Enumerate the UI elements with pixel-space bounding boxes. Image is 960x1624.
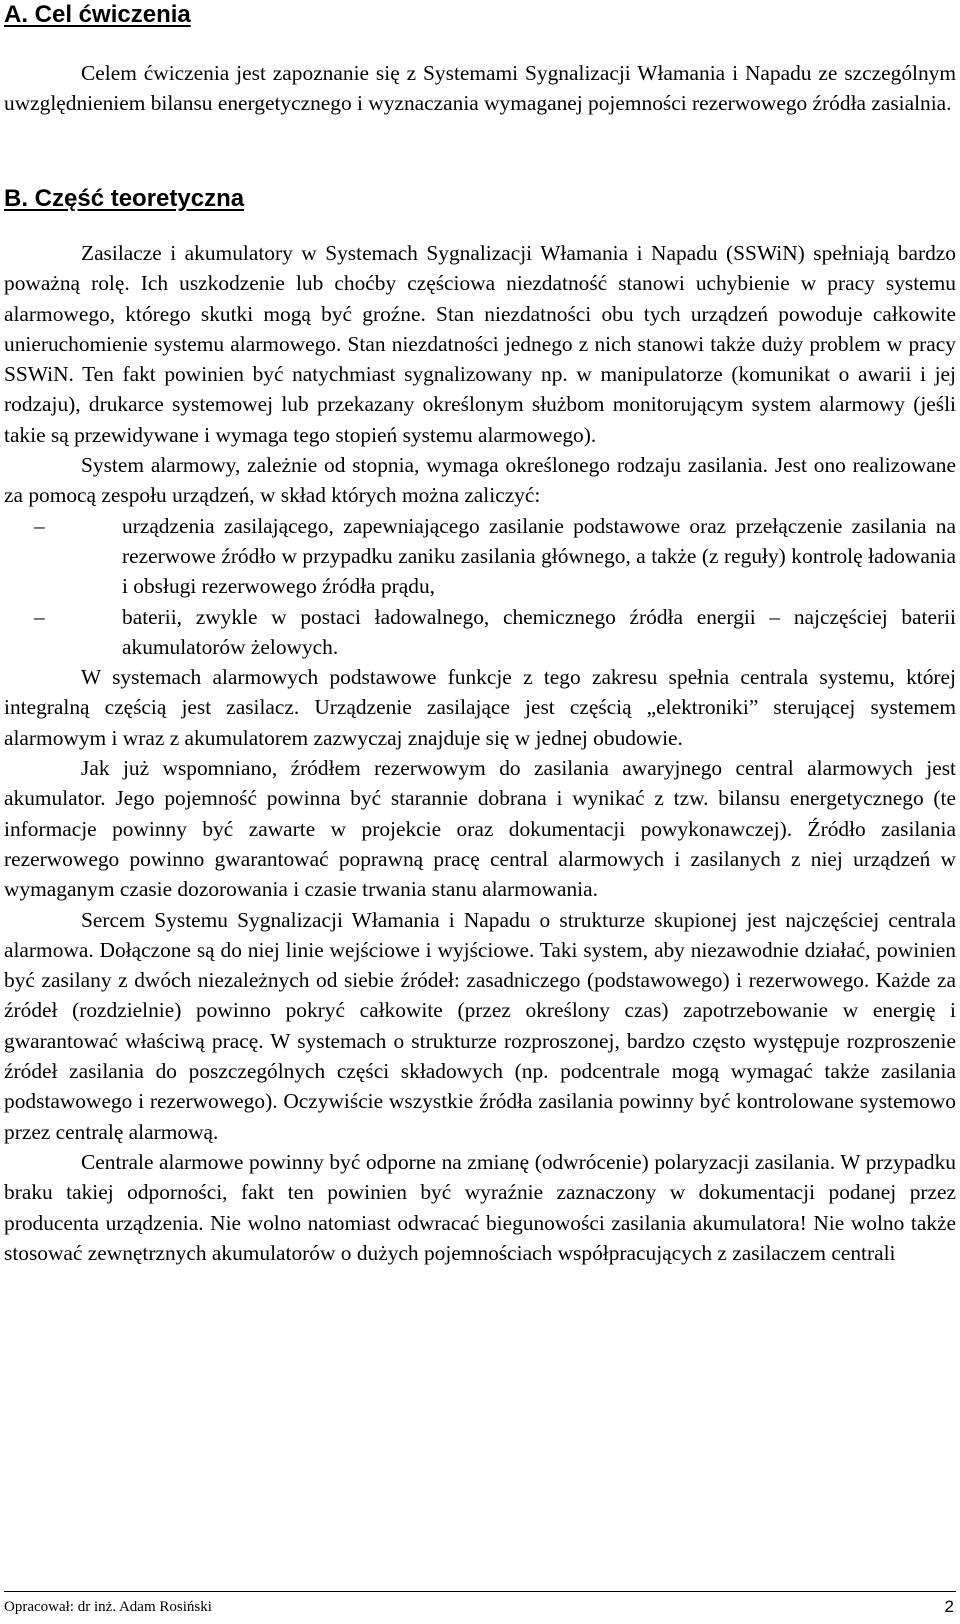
power-components-list (4, 511, 956, 662)
list-dash: – (34, 604, 45, 629)
footer-author: Opracował: dr inż. Adam Rosiński (4, 1599, 212, 1615)
list-item (4, 602, 956, 663)
section-a-paragraph: Celem ćwiczenia jest zapoznanie się z Systemami Sygnalizacji Włamania i Napadu ze szczególnym uwzględnieniem bilansu energetycznego i wyznaczania wymaganej pojemności rezerwowego źródła zasialnia. (4, 61, 956, 116)
section-b-body (4, 238, 956, 1268)
paragraph-3: W systemach alarmowych podstawowe funkcje z tego zakresu spełnia centrala systemu, której integralną częścią jest zasilacz. Urządzenie zasilające jest częścią „elektroniki” sterującej systemem alarmowym i wraz z akumulatorem zazwyczaj znajduje się w jednej obudowie. (4, 665, 956, 750)
paragraph-1: Zasilacze i akumulatory w Systemach Sygnalizacji Włamania i Napadu (SSWiN) spełniają bardzo poważną rolę. Ich uszkodzenie lub choćby częściowa niezdatność stanowi uchybienie w pracy systemu alarmowego, którego skutki mogą być groźne. Stan niezdatności obu tych urządzeń powoduje całkowite unieruchomienie systemu alarmowego. Stan niezdatności jednego z nich stanowi także duży problem w pracy SSWiN. Ten fakt powinien być natychmiast sygnalizowany np. w manipulatorze (komunikat o awarii i jej rodzaju), drukarce systemowej lub przekazany określonym służbom monitorującym system alarmowy (jeśli takie są przewidywane i wymaga tego stopień systemu alarmowego). (4, 241, 956, 447)
list-item-text: urządzenia zasilającego, zapewniającego zasilanie podstawowe oraz przełączenie zasilania na rezerwowe źródło w przypadku zaniku zasilania głównego, a także (z reguły) kontrolę ładowania i obsługi rezerwowego źródła prądu, (122, 513, 956, 599)
paragraph-5: Sercem Systemu Sygnalizacji Włamania i Napadu o strukturze skupionej jest najczęściej centrala alarmowa. Dołączone są do niej linie wejściowe i wyjściowe. Taki system, aby niezawodnie działać, powinien być zasilany z dwóch niezależnych od siebie źródeł: zasadniczego (podstawowego) i rezerwowego. Każde za źródeł (rozdzielnie) powinno pokryć całkowite (przez określony czas) zapotrzebowanie w energię i gwarantować właściwą pracę. W systemach o strukturze rozproszonej, bardzo często występuje rozproszenie źródeł zasilania do poszczególnych części składowych (np. podcentrale mogą wymagać także zasilania podstawowego i rezerwowego). Oczywiście wszystkie źródła zasilania powinny być kontrolowane systemowo przez centralę alarmową. (4, 907, 956, 1144)
section-a-heading: A. Cel ćwiczenia (4, 1, 191, 28)
list-dash: – (34, 513, 45, 538)
paragraph-6: Centrale alarmowe powinny być odporne na zmianę (odwrócenie) polaryzacji zasilania. W przypadku braku takiej odporności, fakt ten powinien być wyraźnie zaznaczony w dokumentacji podanej przez producenta urządzenia. Nie wolno natomiast odwracać biegunowości zasilania akumulatora! Nie wolno także stosować zewnętrznych akumulatorów o dużych pojemnościach współpracujących z zasilaczem centrali (4, 1149, 956, 1265)
page-number: 2 (944, 1597, 954, 1616)
page-footer (4, 1591, 956, 1618)
paragraph-4: Jak już wspomniano, źródłem rezerwowym do zasilania awaryjnego central alarmowych jest akumulator. Jego pojemność powinna być starannie dobrana i wynikać z tzw. bilansu energetycznego (te informacje powinny być zawarte w projekcie oraz dokumentacji powykonawczej). Źródło zasilania rezerwowego powinno gwarantować poprawną pracę central alarmowych i zasilanych z niej urządzeń w wymaganym czasie dozorowania i czasie trwania stanu alarmowania. (4, 756, 956, 902)
section-a-body (4, 58, 956, 119)
paragraph-2: System alarmowy, zależnie od stopnia, wymaga określonego rodzaju zasilania. Jest ono realizowane za pomocą zespołu urządzeń, w skład których można zaliczyć: (4, 453, 956, 508)
section-b-heading: B. Część teoretyczna (4, 185, 245, 212)
list-item (4, 511, 956, 602)
list-item-text: baterii, zwykle w postaci ładowalnego, chemicznego źródła energii – najczęściej baterii akumulatorów żelowych. (122, 604, 956, 659)
